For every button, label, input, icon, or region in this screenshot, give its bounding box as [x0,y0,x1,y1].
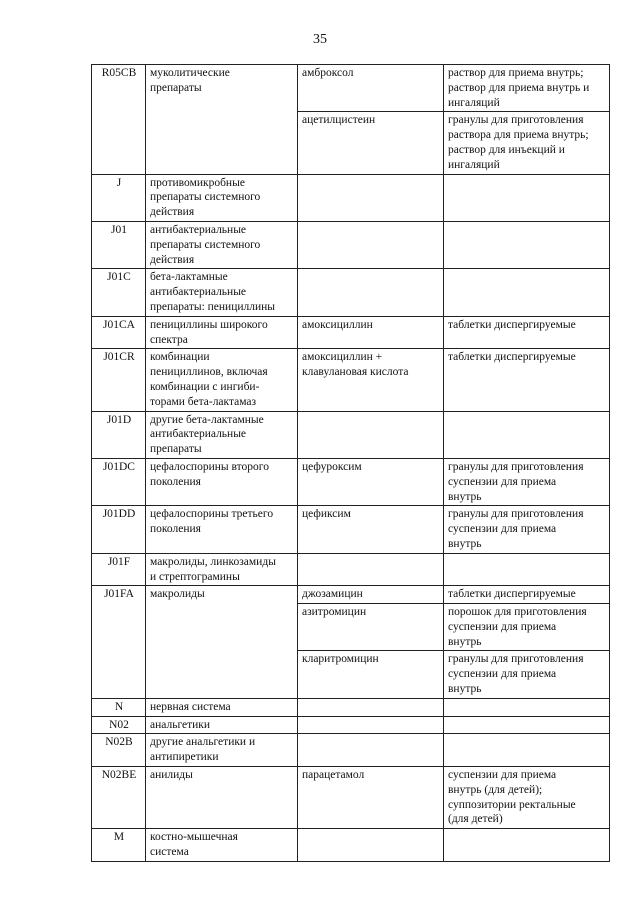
table-row [92,316,610,349]
drug-name-cell [298,65,444,112]
cell-line: суспензии для приема [448,668,557,681]
cell-line: цефуроксим [302,460,362,473]
cell-line: гранулы для приготовления [448,653,584,666]
pharmacological-group-cell [146,349,298,411]
dosage-form-cell [444,458,610,505]
drug-name-cell [298,174,444,221]
dosage-form-cell [444,112,610,174]
cell-line: препараты [150,443,202,456]
pharmacological-group-cell [146,553,298,586]
drug-name-cell [298,767,444,829]
dosage-form-cell [444,553,610,586]
dosage-form-cell [444,316,610,349]
cell-line: препараты [150,81,202,94]
cell-line: цефалоспорины второго [150,460,269,473]
pharmacological-group-cell [146,316,298,349]
cell-line: противомикробные [150,176,245,189]
cell-line: раствор для приема внутрь; [448,67,584,79]
cell-line: амброксол [302,67,354,79]
cell-line: комбинации с ингиби- [150,380,260,393]
cell-line: макролиды, линкозамиды [150,555,276,568]
cell-line: костно-мышечная [150,831,238,844]
atc-code-cell: J01F [92,553,146,586]
cell-line: препараты системного [150,238,261,251]
pharmacological-group-cell [146,506,298,553]
atc-code-cell: N02B [92,734,146,767]
cell-line: антипиретики [150,751,219,764]
drug-name-cell [298,604,444,651]
cell-line: кларитромицин [302,653,379,666]
cell-line: система [150,846,189,859]
atc-code-cell: J01C [92,269,146,316]
cell-line: таблетки диспергируемые [448,588,576,601]
drug-table [91,64,610,862]
table-row [92,221,610,268]
dosage-form-cell [444,65,610,112]
dosage-form-cell [444,221,610,268]
cell-line: анальгетики [150,718,211,731]
cell-line: ингаляций [448,158,500,171]
cell-line: цефалоспорины третьего [150,508,274,521]
drug-name-cell [298,411,444,458]
cell-line: внутрь [448,683,482,696]
table-row [92,506,610,553]
pharmacological-group-cell [146,458,298,505]
cell-line: (для детей) [448,813,503,826]
dosage-form-cell [444,698,610,716]
drug-name-cell [298,316,444,349]
atc-code-cell: J01FA [92,586,146,699]
drug-name-cell [298,553,444,586]
cell-line: таблетки диспергируемые [448,351,576,364]
cell-line: раствора для приема внутрь; [448,129,589,142]
cell-line: гранулы для приготовления [448,114,584,127]
cell-line: амоксициллин + [302,351,383,364]
cell-line: суспензии для приема [448,475,557,488]
dosage-form-cell [444,174,610,221]
atc-code-cell: J01DD [92,506,146,553]
drug-name-cell [298,698,444,716]
cell-line: суспензии для приема [448,620,557,633]
dosage-form-cell [444,604,610,651]
table-row [92,65,610,112]
dosage-form-cell [444,411,610,458]
table-row [92,767,610,829]
cell-line: препараты: пенициллины [150,300,276,313]
cell-line: препараты системного [150,191,261,204]
table-row [92,553,610,586]
cell-line: суспензии для приема [448,769,557,782]
drug-name-cell [298,734,444,767]
cell-line: суппозитории ректальные [448,798,576,811]
table-row [92,698,610,716]
cell-line: порошок для приготовления [448,606,587,619]
cell-line: цефиксим [302,508,351,521]
table-row [92,349,610,411]
cell-line: другие анальгетики и [150,736,256,749]
atc-code-cell: J [92,174,146,221]
cell-line: комбинации [150,351,210,364]
pharmacological-group-cell [146,829,298,862]
atc-code-cell: J01DC [92,458,146,505]
drug-name-cell [298,269,444,316]
atc-code-cell: N02 [92,716,146,734]
drug-name-cell [298,506,444,553]
atc-code-cell: J01CA [92,316,146,349]
dosage-form-cell [444,506,610,553]
cell-line: пенициллинов, включая [150,366,268,379]
table-row [92,458,610,505]
cell-line: антибактериальные [150,286,247,299]
cell-line: клавулановая кислота [302,366,409,379]
table-row [92,174,610,221]
atc-code-cell: J01 [92,221,146,268]
pharmacological-group-cell [146,174,298,221]
cell-line: антибактериальные [150,428,247,441]
dosage-form-cell [444,269,610,316]
cell-line: ацетилцистеин [302,114,376,127]
pharmacological-group-cell [146,734,298,767]
dosage-form-cell [444,651,610,698]
drug-name-cell [298,221,444,268]
table-row [92,716,610,734]
cell-line: внутрь (для детей); [448,783,543,796]
table-row [92,586,610,604]
cell-line: и стрептограмины [150,570,240,583]
atc-code-cell: J01CR [92,349,146,411]
dosage-form-cell [444,734,610,767]
cell-line: раствор для инъекций и [448,143,565,156]
cell-line: таблетки диспергируемые [448,318,576,331]
cell-line: гранулы для приготовления [448,508,584,521]
cell-line: торами бета-лактамаз [150,395,257,408]
cell-line: гранулы для приготовления [448,460,584,473]
pharmacological-group-cell [146,586,298,699]
table-row [92,829,610,862]
atc-code-cell: R05CB [92,65,146,175]
table-row [92,734,610,767]
dosage-form-cell [444,716,610,734]
atc-code-cell: J01D [92,411,146,458]
cell-line: нервная система [150,700,231,713]
atc-code-cell: N [92,698,146,716]
drug-name-cell [298,112,444,174]
pharmacological-group-cell [146,767,298,829]
cell-line: поколения [150,475,201,488]
cell-line: азитромицин [302,606,367,619]
cell-line: амоксициллин [302,318,373,331]
cell-line: муколитические [150,67,230,79]
pharmacological-group-cell [146,269,298,316]
cell-line: внутрь [448,490,482,503]
table-row [92,269,610,316]
dosage-form-cell [444,767,610,829]
cell-line: джозамицин [302,588,363,601]
pharmacological-group-cell [146,221,298,268]
cell-line: антибактериальные [150,223,247,236]
drug-name-cell [298,716,444,734]
pharmacological-group-cell [146,411,298,458]
table-body [92,65,610,862]
cell-line: поколения [150,523,201,536]
page-number: 35 [313,32,327,47]
cell-line: макролиды [150,588,205,601]
cell-line: ингаляций [448,96,500,109]
drug-name-cell [298,458,444,505]
cell-line: другие бета-лактамные [150,413,264,426]
cell-line: внутрь [448,635,482,648]
table-row [92,411,610,458]
drug-name-cell [298,651,444,698]
pharmacological-group-cell [146,698,298,716]
pharmacological-group-cell [146,716,298,734]
cell-line: пенициллины широкого [150,318,268,331]
dosage-form-cell [444,586,610,604]
drug-name-cell [298,349,444,411]
cell-line: внутрь [448,537,482,550]
drug-name-cell [298,586,444,604]
dosage-form-cell [444,829,610,862]
cell-line: действия [150,253,195,266]
cell-line: спектра [150,333,188,346]
cell-line: действия [150,206,195,219]
drug-name-cell [298,829,444,862]
cell-line: бета-лактамные [150,271,228,284]
cell-line: анилиды [150,769,193,782]
dosage-form-cell [444,349,610,411]
atc-code-cell: M [92,829,146,862]
atc-code-cell: N02BE [92,767,146,829]
cell-line: парацетамол [302,769,365,782]
pharmacological-group-cell [146,65,298,175]
cell-line: суспензии для приема [448,523,557,536]
cell-line: раствор для приема внутрь и [448,81,590,94]
